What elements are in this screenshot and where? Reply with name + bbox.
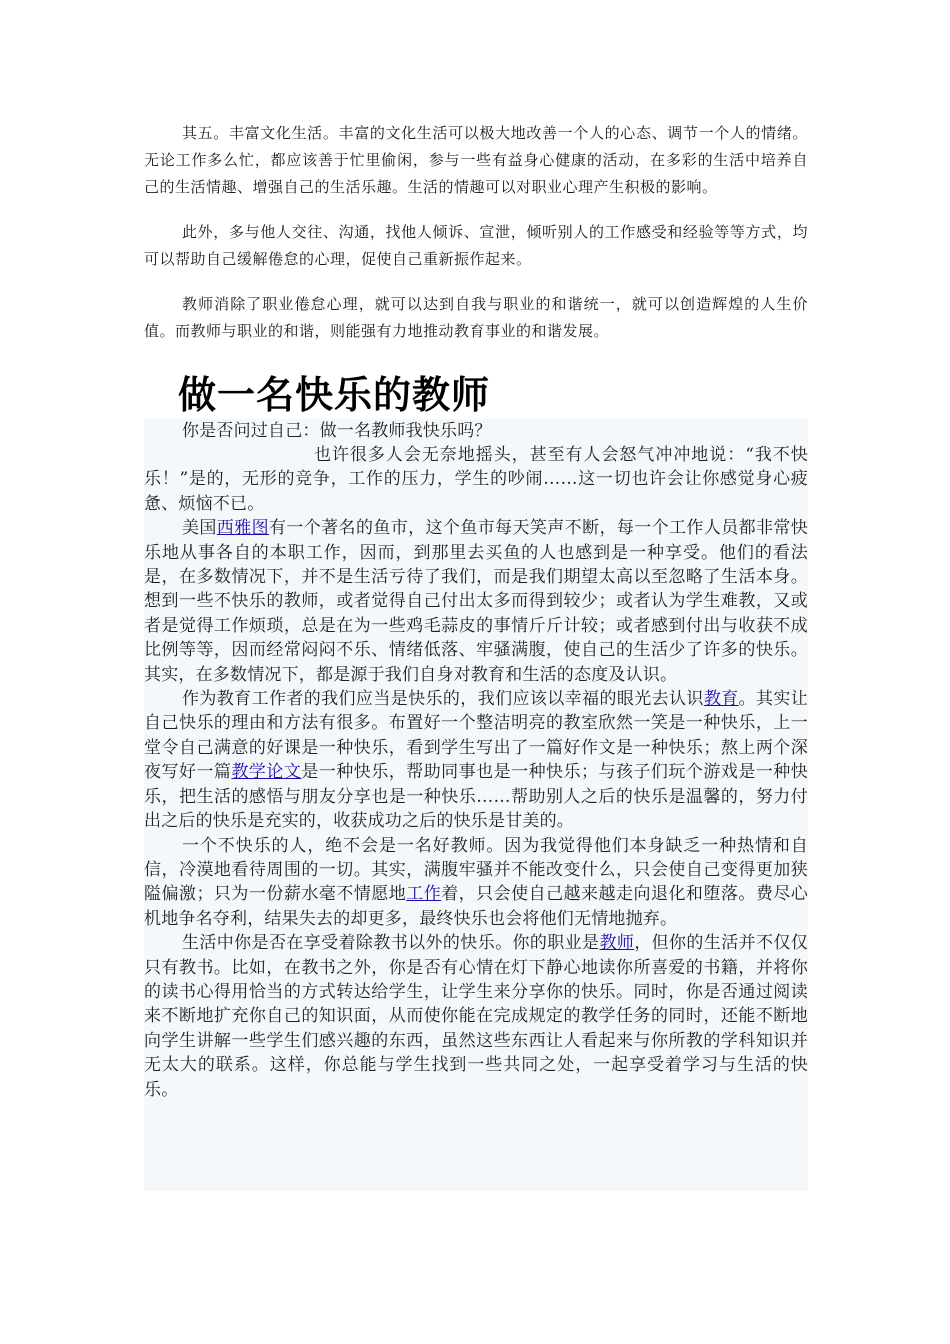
text-span: 生活中你是否在享受着除教书以外的快乐。你的职业是 bbox=[182, 933, 600, 954]
text-span: 有一个著名的鱼市，这个鱼市每天笑声不断，每一个工作人员都非常快乐地从事各自的本职工作，因而，到那里去买鱼的人也感到是一种享受。他们的看法是，在多数情况下，并不是生活亏待了我们，而是我们期望太高以至忽略了生活本身。想到一些不快乐的教师，或者觉得自己付出太多而得到较少；或者认为学生难教，又或者是觉得工作烦琐，总是在为一些鸡毛蒜皮的事情斤斤计较；或者感到付出与收获不成比例等等，因而经常闷闷不乐、情绪低落、牢骚满腹，使自己的生活少了许多的快乐。其实，在多数情况下，都是源于我们自身对教育和生活的态度及认识。 bbox=[144, 518, 808, 685]
article-paragraph bbox=[144, 516, 808, 687]
article-question: 你是否问过自己：做一名教师我快乐吗？ bbox=[182, 421, 492, 441]
link-teaching-paper[interactable]: 教学论文 bbox=[231, 762, 302, 783]
intro-paragraph: 其五。丰富文化生活。丰富的文化生活可以极大地改善一个人的心态、调节一个人的情绪。无论工作多么忙，都应该善于忙里偷闲，参与一些有益身心健康的活动，在多彩的生活中培养自己的生活情趣、增强自己的生活乐趣。生活的情趣可以对职业心理产生积极的影响。 bbox=[144, 124, 808, 196]
article-body bbox=[144, 419, 808, 1191]
text-span: 着，只会使自己越来越走向退化和堕落。费尽心机地争名夺利，结果失去的却更多，最终快乐也会将他们无情地抛弃。 bbox=[144, 884, 808, 929]
text-span: 一个不快乐的人，绝不会是一名好教师。因为我觉得他们本身缺乏一种热情和自信，冷漠地看待周围的一切。其实，满腹牢骚并不能改变什么，只会使自己变得更加狭隘偏激；只为一份薪水毫不情愿地 bbox=[144, 835, 808, 905]
article-paragraph bbox=[144, 687, 808, 833]
link-teacher[interactable]: 教师 bbox=[599, 933, 635, 954]
link-seattle[interactable]: 西雅图 bbox=[216, 518, 269, 539]
text-span: 。其实让自己快乐的理由和方法有很多。布置好一个整洁明亮的教室欣然一笑是一种快乐，上一堂令自己满意的好课是一种快乐，看到学生写出了一篇好作文是一种快乐；熬上两个深夜写好一篇 bbox=[144, 689, 808, 783]
article-paragraph: 也许很多人会无奈地摇头，甚至有人会怒气冲冲地说：“我不快乐！”是的，无形的竞争，工作的压力，学生的吵闹……这一切也许会让你感觉身心疲惫、烦恼不已。 bbox=[144, 445, 808, 514]
link-work[interactable]: 工作 bbox=[406, 884, 442, 905]
article-paragraph bbox=[144, 834, 808, 932]
intro-paragraph: 此外，多与他人交往、沟通，找他人倾诉、宣泄，倾听别人的工作感受和经验等等方式，均可以帮助自己缓解倦怠的心理，促使自己重新振作起来。 bbox=[144, 223, 808, 268]
link-education[interactable]: 教育 bbox=[703, 689, 739, 710]
text-span: 是一种快乐，帮助同事也是一种快乐；与孩子们玩个游戏是一种快乐，把生活的感悟与朋友分享也是一种快乐……帮助别人之后的快乐是温馨的，努力付出之后的快乐是充实的，收获成功之后的快乐是甘美的。 bbox=[144, 762, 808, 832]
intro-paragraph: 教师消除了职业倦怠心理，就可以达到自我与职业的和谐统一，就可以创造辉煌的人生价值。而教师与职业的和谐，则能强有力地推动教育事业的和谐发展。 bbox=[144, 295, 808, 340]
article-paragraph bbox=[144, 931, 808, 1102]
text-span: 作为教育工作者的我们应当是快乐的，我们应该以幸福的眼光去认识 bbox=[182, 689, 704, 710]
intro-section bbox=[144, 120, 808, 363]
text-span: 美国 bbox=[182, 518, 217, 539]
article-title: 做一名快乐的教师 bbox=[178, 373, 491, 417]
text-span: ，但你的生活并不仅仅只有教书。比如，在教书之外，你是否有心情在灯下静心地读你所喜爱的书籍，并将你的读书心得用恰当的方式转达给学生，让学生来分享你的快乐。同时，你是否通过阅读来不断地扩充你自己的知识面，从而使你能在完成规定的教学任务的同时，还能不断地向学生讲解一些学生们感兴趣的东西，虽然这些东西让人看起来与你所教的学科知识并无太大的联系。这样，你总能与学生找到一些共同之处，一起享受着学习与生活的快乐。 bbox=[144, 933, 808, 1100]
